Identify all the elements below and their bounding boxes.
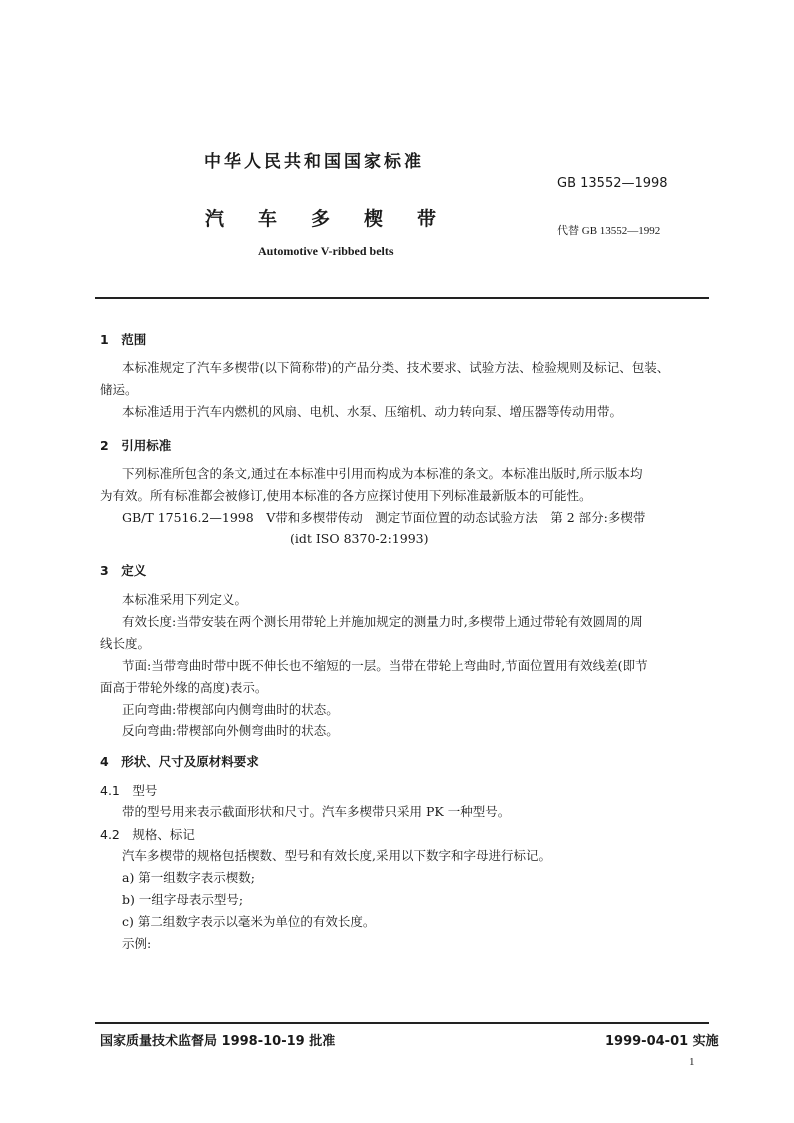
document-title-cn: 汽车多楔带 [205,208,471,230]
definition-effective-length-b: 线长度。 [100,636,151,651]
section-2-para-1a: 下列标准所包含的条文,通过在本标准中引用而构成为本标准的条文。本标准出版时,所示版本均 [122,466,643,481]
standard-number: GB 13552—1998 [557,176,668,191]
section-4-2-para: 汽车多楔带的规格包括楔数、型号和有效长度,采用以下数字和字母进行标记。 [122,848,551,863]
section-4-2-heading: 4.2 规格、标记 [100,827,195,842]
section-1-para-1b: 储运。 [100,382,138,397]
replaces-standard: 代替 GB 13552—1992 [557,225,661,237]
section-4-1-para: 带的型号用来表示截面形状和尺寸。汽车多楔带只采用 PK 一种型号。 [122,804,511,819]
section-1-para-2: 本标准适用于汽车内燃机的风扇、电机、水泵、压缩机、动力转向泵、增压器等传动用带。 [122,404,623,419]
section-2-para-1b: 为有效。所有标准都会被修订,使用本标准的各方应探讨使用下列标准最新版本的可能性。 [100,488,592,503]
country-standard-title: 中华人民共和国国家标准 [204,152,424,172]
approval-line: 国家质量技术监督局 1998-10-19 批准 [100,1034,336,1049]
definition-forward-bend: 正向弯曲:带楔部向内侧弯曲时的状态。 [122,702,339,717]
footer-divider [95,1022,709,1024]
definition-pitch-plane-a: 节面:当带弯曲时带中既不伸长也不缩短的一层。当带在带轮上弯曲时,节面位置用有效线差(即节 [122,658,648,673]
effective-date: 1999-04-01 实施 [605,1034,719,1049]
section-3-intro: 本标准采用下列定义。 [122,592,248,607]
list-item-c: c) 第二组数字表示以毫米为单位的有效长度。 [122,914,376,929]
section-2-heading: 2 引用标准 [100,438,172,453]
example-label: 示例: [122,936,152,951]
definition-pitch-plane-b: 面高于带轮外缘的高度)表示。 [100,680,268,695]
section-1-heading: 1 范围 [100,332,147,347]
definition-reverse-bend: 反向弯曲:带楔部向外侧弯曲时的状态。 [122,723,339,738]
section-1-para-1a: 本标准规定了汽车多楔带(以下简称带)的产品分类、技术要求、试验方法、检验规则及标记、包装、 [122,360,670,375]
definition-effective-length-a: 有效长度:当带安装在两个测长用带轮上并施加规定的测量力时,多楔带上通过带轮有效圆周的周 [122,614,643,629]
reference-standard: GB/T 17516.2—1998 V带和多楔带传动 测定节面位置的动态试验方法 第 2 部分:多楔带 [122,510,646,525]
header-divider [95,297,709,299]
page-number: 1 [689,1056,695,1068]
section-4-1-heading: 4.1 型号 [100,783,158,798]
document-title-en: Automotive V-ribbed belts [258,244,394,258]
reference-standard-idt: (idt ISO 8370-2:1993) [290,531,429,546]
section-3-heading: 3 定义 [100,563,147,578]
section-4-heading: 4 形状、尺寸及原材料要求 [100,754,259,769]
list-item-b: b) 一组字母表示型号; [122,892,244,907]
list-item-a: a) 第一组数字表示楔数; [122,870,256,885]
